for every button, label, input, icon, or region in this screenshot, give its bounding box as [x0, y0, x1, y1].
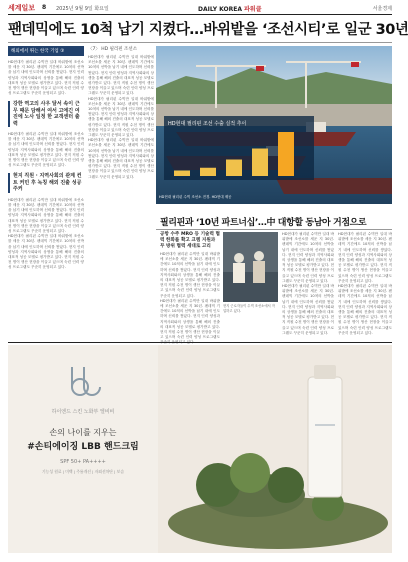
chart-title: HD현대 필리핀 조선 수출 실적 추이 — [168, 121, 247, 127]
body-text: HD현대가 필리핀 수빅만 일대 바위밭에 조선소를 세운 지 30년. 팬데믹 기간에도 10척의 선박을 납기 내에 인도하며 신뢰를 쌓았다. 현지 인력 양성과 지역사회와의 상생을 통해 해외 진출의 대표적 성공 모델로 평가받고 있다. 현지 직원 수천 명이 생산 현장을 이끌고 있으며 숙련 인력 양성 프로그램도 꾸준히 운영되고 있다. — [282, 284, 334, 335]
chart-bar — [252, 149, 268, 177]
paper-name: 서울경제 — [372, 6, 392, 12]
subhead-rule — [156, 229, 392, 230]
body-text: HD현대가 필리핀 수빅만 일대 바위밭에 조선소를 세운 지 30년. 팬데믹 기간에도 10척의 선박을 납기 내에 인도하며 신뢰를 쌓았다. 현지 인력 양성과 지역사회와의 상생을 통해 해외 진출의 대표적 성공 모델로 평가받고 있다. 현지 직원 수천 명이 생산 현장을 이끌고 있으며 숙련 인력 양성 프로그램도 꾸준히 운영되고 있다. — [160, 252, 220, 298]
chart-bar — [278, 132, 294, 176]
chart-bar — [200, 168, 216, 176]
main-headline: 팬데믹에도 10척 납기 지켰다…바위밭을 ‘조선시티’로 일군 30년 — [8, 22, 408, 38]
chart-bar — [174, 171, 190, 177]
body-text: HD현대가 필리핀 수빅만 일대 바위밭에 조선소를 세운 지 30년. 팬데믹 기간에도 10척의 선박을 납기 내에 인도하며 신뢰를 쌓았다. 현지 인력 양성과 지역사회와의 상생을 통해 해외 진출의 대표적 성공 모델로 평가받고 있다. 현지 직원 수천 명이 생산 현장을 이끌고 있으며 숙련 인력 양성 프로그램도 꾸준히 운영되고 있다. — [338, 284, 392, 335]
byline: 〈7〉 HD 필리핀 조선소 — [88, 47, 138, 52]
issue-date: 2025년 9월 9일 화요일 — [56, 6, 109, 12]
body-text: HD현대가 필리핀 수빅만 일대 바위밭에 조선소를 세운 지 30년. 팬데믹 기간에도 10척의 선박을 납기 내에 인도하며 신뢰를 쌓았다. 현지 인력 양성과 지역사회와의 상생을 통해 해외 진출의 대표적 성공 모델로 평가받고 있다. 현지 직원 수천 명이 생산 현장을 이끌고 있으며 숙련 인력 양성 프로그램도 꾸준히 운영되고 있다. — [8, 60, 84, 96]
page-number: 8 — [42, 4, 47, 11]
text-column-3 — [160, 252, 220, 340]
workers-photo — [223, 232, 278, 302]
body-text: HD현대가 필리핀 수빅만 일대 바위밭에 조선소를 세운 지 30년. 팬데믹 기간에도 10척의 선박을 납기 내에 인도하며 신뢰를 쌓았다. 현지 인력 양성과 지역사회와의 상생을 통해 해외 진출의 대표적 성공 모델로 평가받고 있다. 현지 직원 수천 명이 생산 현장을 이끌고 있으며 숙련 인력 양성 프로그램도 꾸준히 운영되고 있다. — [88, 55, 154, 96]
pull-subhead-2: 현지 직원 · 지역사회의 관계 컨트 커민 후 녹칭 해외 진출 성공 주커 — [8, 173, 84, 192]
shipyard-photo — [156, 46, 392, 204]
body-text: HD현대가 필리핀 수빅만 일대 바위밭에 조선소를 세운 지 30년. 팬데믹 기간에도 10척의 선박을 납기 내에 인도하며 신뢰를 쌓았다. 현지 인력 양성과 지역사회와의 상생을 통해 해외 진출의 대표적 성공 모델로 평가받고 있다. 현지 직원 수천 명이 생산 현장을 이끌고 있으며 숙련 인력 양성 프로그램도 꾸준히 운영되고 있다. — [8, 197, 84, 233]
brand-logo-icon — [66, 363, 100, 403]
pull-subhead-1: 강한 역고의 사우 달서 속이 근무 때문 담해서 여서 고에긴 여진에 노사 일정 한 교객센터 출력 — [8, 101, 84, 127]
ad-product-name: #손티에이징 LBB 핸드크림 — [27, 442, 139, 452]
text-column-4 — [282, 232, 334, 340]
ad-tagline: 손의 나이를 지우는 — [49, 428, 117, 437]
pull-subhead-3: 공항 수주 MRO 등 기술력 협력 한화를 확고 크렘 지원과 무 방위 협력 세대로 고리 — [160, 232, 220, 249]
headline-rule — [8, 42, 392, 43]
text-column-5 — [338, 232, 392, 340]
body-text: HD현대가 필리핀 수빅만 일대 바위밭에 조선소를 세운 지 30년. 팬데믹 기간에도 10척의 선박을 납기 내에 인도하며 신뢰를 쌓았다. 현지 인력 양성과 지역사회와의 상생을 통해 해외 진출의 대표적 성공 모델로 평가받고 있다. 현지 직원 수천 명이 생산 현장을 이끌고 있으며 숙련 인력 양성 프로그램도 꾸준히 운영되고 있다. — [8, 234, 84, 270]
ad-brand: 하이엔드 스킨 노화부 엘비비 — [51, 409, 115, 415]
body-text: HD현대가 필리핀 수빅만 일대 바위밭에 조선소를 세운 지 30년. 팬데믹 기간에도 10척의 선박을 납기 내에 인도하며 신뢰를 쌓았다. 현지 인력 양성과 지역사회와의 상생을 통해 해외 진출의 대표적 성공 모델로 평가받고 있다. 현지 직원 수천 명이 생산 현장을 이끌고 있으며 숙련 인력 양성 프로그램도 꾸준히 운영되고 있다. — [88, 138, 154, 179]
hand-cream-tube-icon — [308, 377, 342, 497]
shipyard-image — [156, 46, 392, 204]
newspaper-logo: 세계일보 — [8, 3, 36, 12]
body-text: HD현대가 필리핀 수빅만 일대 바위밭에 조선소를 세운 지 30년. 팬데믹 기간에도 10척의 선박을 납기 내에 인도하며 신뢰를 쌓았다. 현지 인력 양성과 지역사회와의 상생을 통해 해외 진출의 대표적 성공 모델로 평가받고 있다. 현지 직원 수천 명이 생산 현장을 이끌고 있으며 숙련 인력 양성 프로그램도 꾸준히 운영되고 있다. — [282, 232, 334, 283]
left-column — [8, 46, 84, 338]
ad-product-image — [158, 345, 392, 553]
ad-copy — [8, 345, 158, 553]
series-kicker: 해외에서 뛰는 한국 기업 ③ — [8, 46, 84, 56]
body-text: HD현대가 필리핀 수빅만 일대 바위밭에 조선소를 세운 지 30년. 팬데믹 기간에도 10척의 선박을 납기 내에 인도하며 신뢰를 쌓았다. 현지 인력 양성과 지역사회와의 상생을 통해 해외 진출의 대표적 성공 모델로 평가받고 있다. 현지 직원 수천 명이 생산 현장을 이끌고 있으며 숙련 인력 양성 프로그램도 꾸준히 운영되고 있다. — [338, 232, 392, 283]
section-name: 파워클 — [244, 6, 262, 13]
body-text: HD현대가 필리핀 수빅만 일대 바위밭에 조선소를 세운 지 30년. 팬데믹 기간에도 10척의 선박을 납기 내에 인도하며 신뢰를 쌓았다. 현지 인력 양성과 지역사회와의 상생을 통해 해외 진출의 대표적 성공 모델로 평가받고 있다. 현지 직원 수천 명이 생산 현장을 이끌고 있으며 숙련 인력 양성 프로그램도 — [160, 298, 220, 340]
ad-features: 기능성 원료 | 미백 | 주름개선 | 자외선차단 | 보습 — [42, 469, 124, 474]
advertisement — [8, 345, 392, 553]
ad-spf: SPF 50+ PA++++ — [60, 459, 106, 465]
photo-caption: HD현대 필리핀 수빅 조선소 전경. HD현대 제공 — [159, 195, 232, 199]
ad-rule — [8, 342, 392, 343]
workers-photo-caption: 현지 근로자들이 수빅 조선소에서 작업하고 있다. — [223, 304, 275, 313]
chart-bar — [226, 160, 242, 177]
section-prefix: DAILY KOREA — [198, 6, 245, 13]
body-text: HD현대가 필리핀 수빅만 일대 바위밭에 조선소를 세운 지 30년. 팬데믹 기간에도 10척의 선박을 납기 내에 인도하며 신뢰를 쌓았다. 현지 인력 양성과 지역사회와의 상생을 통해 해외 진출의 대표적 성공 모델로 평가받고 있다. 현지 직원 수천 명이 생산 현장을 이끌고 있으며 숙련 인력 양성 프로그램도 꾸준히 운영되고 있다. — [88, 96, 154, 138]
header-rule — [8, 14, 392, 15]
workers-image — [223, 232, 278, 302]
section-title — [198, 4, 262, 13]
body-text: HD현대가 필리핀 수빅만 일대 바위밭에 조선소를 세운 지 30년. 팬데믹 기간에도 10척의 선박을 납기 내에 인도하며 신뢰를 쌓았다. 현지 인력 양성과 지역사회와의 상생을 통해 해외 진출의 대표적 성공 모델로 평가받고 있다. 현지 직원 수천 명이 생산 현장을 이끌고 있으며 숙련 인력 양성 프로그램도 꾸준히 운영되고 있다. — [8, 132, 84, 168]
secondary-headline: 필리핀과 ‘10년 파트너십’…中 대항할 동남아 거점으로 — [160, 218, 367, 228]
middle-column — [88, 46, 154, 242]
